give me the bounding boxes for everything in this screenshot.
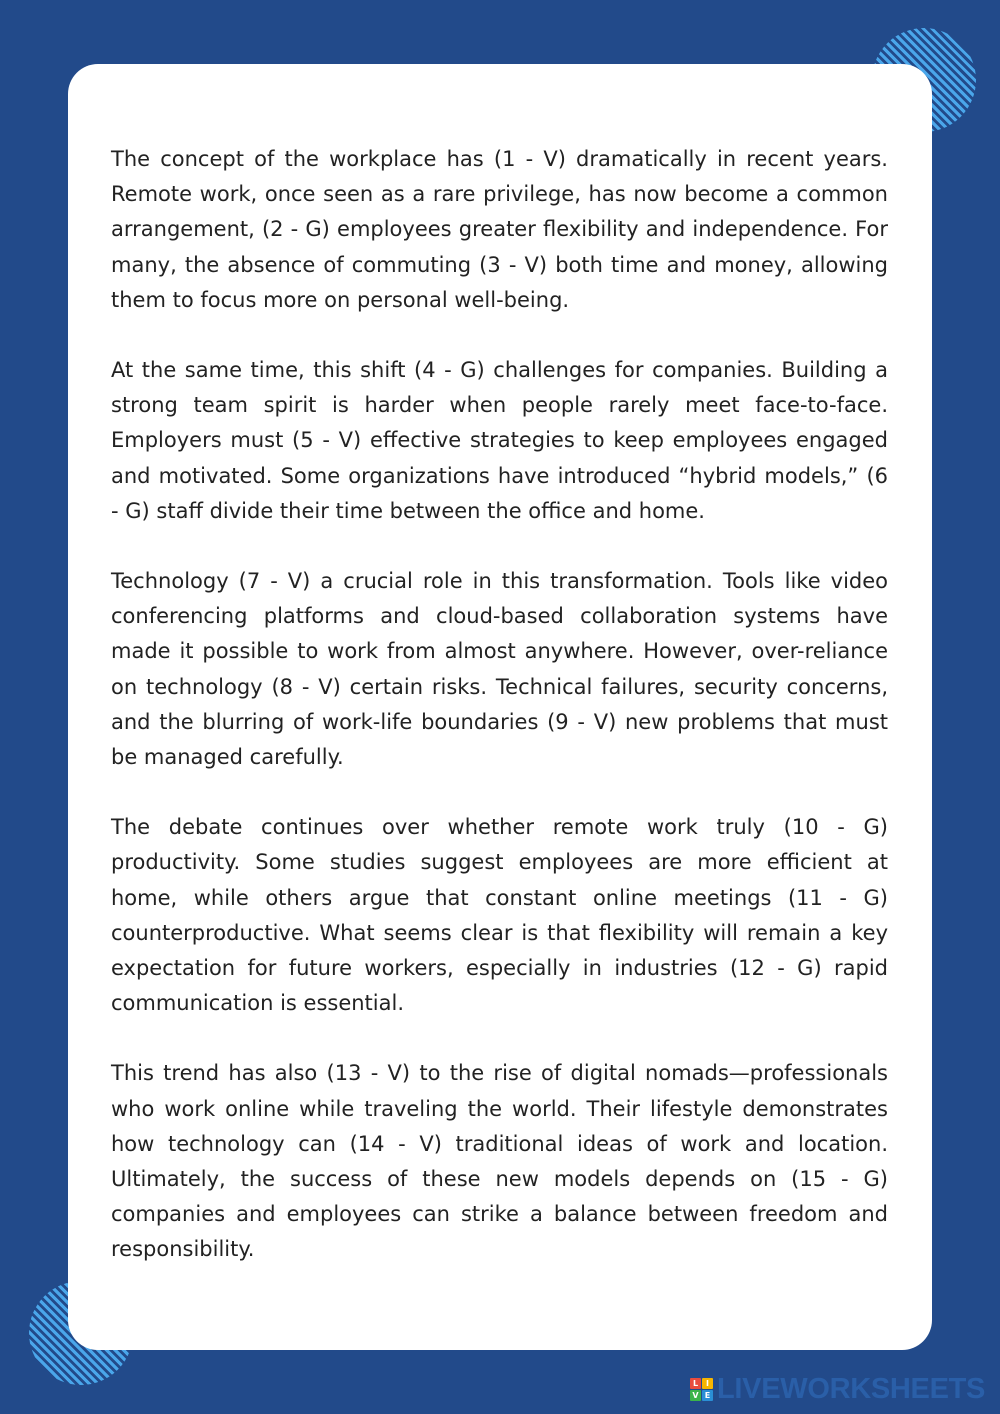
logo-tile-v: V — [690, 1390, 701, 1401]
logo-tile-e: E — [702, 1390, 713, 1401]
paragraph-1: The concept of the workplace has (1 - V) dramatically in recent years. Remote work, once seen as a rare privilege, has now become a common arrangement, (2 - G) employees greater flexibility and independence. For many, the absence of commuting (3 - V) both time and money, allowing them to focus more on personal well-being. — [111, 147, 888, 312]
liveworksheets-logo-icon — [690, 1378, 713, 1401]
logo-tile-i: I — [702, 1378, 713, 1389]
paragraph-2: At the same time, this shift (4 - G) challenges for companies. Building a strong team spirit is harder when people rarely meet face-to-face. Employers must (5 - V) effective strategies to keep employees engaged and motivated. Some organizations have introduced “hybrid models,” (6 - G) staff divide their time between the office and home. — [111, 358, 888, 523]
brand-name: LIVEWORKSHEETS — [717, 1373, 986, 1405]
paragraph-3: Technology (7 - V) a crucial role in this transformation. Tools like video conferencing platforms and cloud-based collaboration systems have made it possible to work from almost anywhere. However, over-reliance on technology (8 - V) certain risks. Technical failures, security concerns, and the blurring of work-life boundaries (9 - V) new problems that must be managed carefully. — [111, 569, 888, 770]
paragraph-4: The debate continues over whether remote work truly (10 - G) productivity. Some studies suggest employees are more efficient at home, while others argue that constant online meetings (11 - G) counterproductive. What seems clear is that flexibility will remain a key expectation for future workers, especially in industries (12 - G) rapid communication is essential. — [111, 815, 888, 1016]
paragraph-5: This trend has also (13 - V) to the rise of digital nomads—professionals who work online while traveling the world. Their lifestyle demonstrates how technology can (14 - V) traditional ideas of work and location. Ultimately, the success of these new models depends on (15 - G) companies and employees can strike a balance between freedom and responsibility. — [111, 1061, 888, 1262]
liveworksheets-watermark — [690, 1374, 985, 1404]
logo-tile-l: L — [690, 1378, 701, 1389]
reading-passage — [111, 142, 888, 1268]
worksheet-card — [68, 64, 932, 1350]
